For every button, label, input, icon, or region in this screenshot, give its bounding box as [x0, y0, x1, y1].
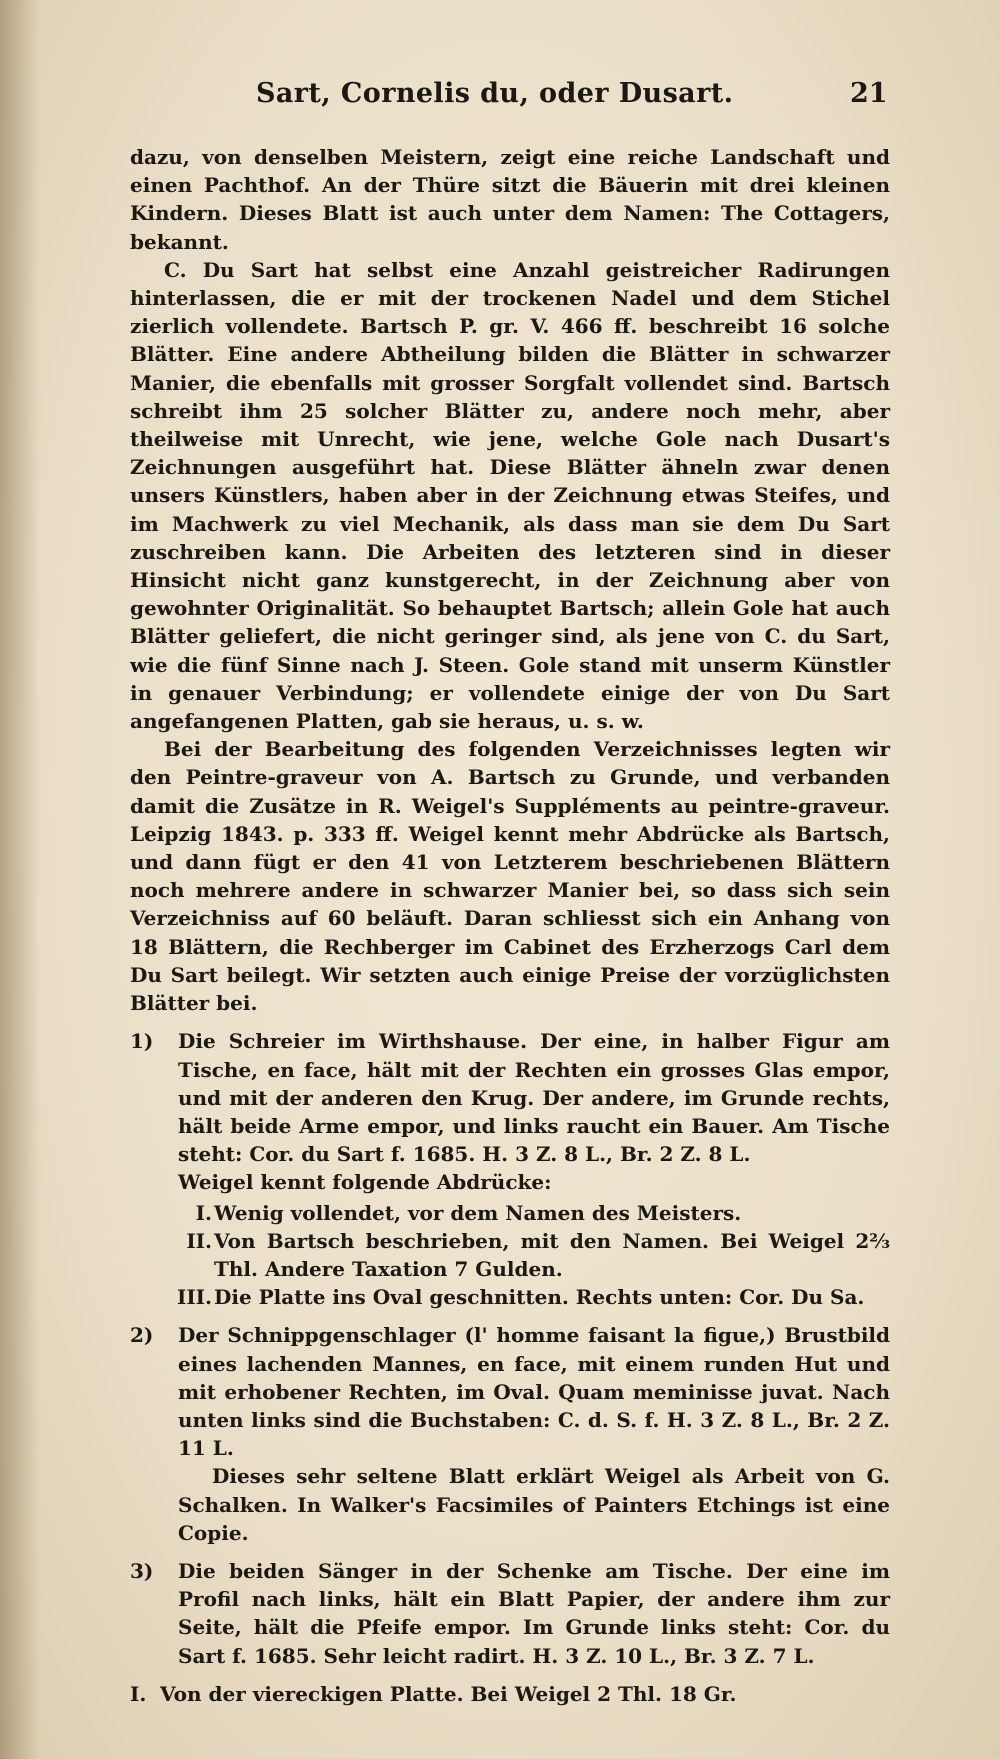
intro-paragraph-3: Bei der Bearbeitung des folgenden Verzeichnisses legten wir den Peintre-graveur von A. Bartsch zu Grunde, und verbanden damit die Zusätze in R. Weigel's Suppléments au peintre-graveur. Leipzig 1843. p. 333 ff. Weigel kennt mehr Abdrücke als Bartsch, und dann fügt er den 41 von Letzterem beschriebenen Blättern noch mehrere andere in schwarzer Manier bei, so dass sich sein Verzeichniss auf 60 beläuft. Daran schliesst sich ein Anhang von 18 Blättern, die Rechberger im Cabinet des Erzherzogs Carl dem Du Sart beilegt. Wir setzten auch einige Preise der vorzüglichsten Blätter bei.	[130, 737, 890, 1016]
state-item	[130, 1227, 890, 1283]
state-number: I.	[195, 1200, 212, 1225]
running-title: Sart, Cornelis du, oder Dusart.	[256, 78, 734, 109]
page-header	[0, 78, 1000, 114]
entry-description: Die Schreier im Wirthshause. Der eine, in halber Figur am Tische, en face, hält mit der Rechten ein grosses Glas empor, und mit der anderen den Krug. Der andere, im Grunde rechts, hält beide Arme empor, und links raucht ein Bauer. Am Tische steht: Cor. du Sart f. 1685. H. 3 Z. 8 L., Br. 2 Z. 8 L.	[178, 1029, 890, 1167]
entry-description: Der Schnippgenschlager (l' homme faisant la figue,) Brustbild eines lachenden Mannes, en face, mit einem runden Hut und mit erhobener Rechten, im Oval. Quam meminisse juvat. Nach unten links sind die Buchstaben: C. d. S. f. H. 3 Z. 8 L., Br. 2 Z. 11 L.	[178, 1323, 890, 1461]
entry-number: 1)	[130, 1029, 154, 1054]
state-text: Wenig vollendet, vor dem Namen des Meisters.	[214, 1200, 742, 1225]
catalogue-entry-3	[130, 1557, 890, 1670]
states-intro: Weigel kennt folgende Abdrücke:	[178, 1170, 552, 1195]
entry-number: 2)	[130, 1323, 154, 1348]
state-text: Die Platte ins Oval geschnitten. Rechts unten: Cor. Du Sa.	[214, 1285, 865, 1310]
page-edge-shadow	[0, 0, 40, 1759]
states-list	[130, 1199, 890, 1312]
catalogue-entry-2	[130, 1321, 890, 1462]
state-item	[130, 1283, 890, 1311]
state-number: I.	[130, 1681, 147, 1706]
state-item	[130, 1199, 890, 1227]
state-item	[130, 1680, 890, 1708]
entry-number: 3)	[130, 1558, 154, 1583]
entry-description: Die beiden Sänger in der Schenke am Tische. Der eine im Profil nach links, hält ein Blatt Papier, der andere ihm zur Seite, hält die Pfeife empor. Im Grunde links steht: Cor. du Sart f. 1685. Sehr leicht radirt. H. 3 Z. 10 L., Br. 3 Z. 7 L.	[178, 1558, 890, 1668]
catalogue-entry-1	[130, 1027, 890, 1168]
entry-note: Dieses sehr seltene Blatt erklärt Weigel als Arbeit von G. Schalken. In Walker's Facsimiles of Painters Etchings ist eine Copie.	[178, 1464, 890, 1545]
state-text: Von Bartsch beschrieben, mit den Namen. Bei Weigel 2⅔ Thl. Andere Taxation 7 Gulden.	[214, 1228, 890, 1281]
intro-paragraph-2: C. Du Sart hat selbst eine Anzahl geistreicher Radirungen hinterlassen, die er mit der trockenen Nadel und dem Stichel zierlich vollendete. Bartsch P. gr. V. 466 ff. beschreibt 16 solche Blätter. Eine andere Abtheilung bilden die Blätter in schwarzer Manier, die ebenfalls mit grosser Sorgfalt vollendet sind. Bartsch schreibt ihm 25 solcher Blätter zu, andere noch mehr, aber theilweise mit Unrecht, wie jene, welche Gole nach Dusart's Zeichnungen ausgeführt hat. Diese Blätter ähneln zwar denen unsers Künstlers, haben aber in der Zeichnung etwas Steifes, und im Machwerk zu viel Mechanik, als dass man sie dem Du Sart zuschreiben kann. Die Arbeiten des letzteren sind in dieser Hinsicht nicht ganz kunstgerecht, in der Zeichnung aber von gewohnter Originalität. So behauptet Bartsch; allein Gole hat auch Blätter geliefert, die nicht geringer sind, als jene von C. du Sart, wie die fünf Sinne nach J. Steen. Gole stand mit unserm Künstler in genauer Verbindung; er vollendete einige der von Du Sart angefangenen Platten, gab sie heraus, u. s. w.	[130, 257, 890, 734]
intro-paragraph-1: dazu, von denselben Meistern, zeigt eine reiche Landschaft und einen Pachthof. An der Thüre sitzt die Bäuerin mit drei kleinen Kindern. Dieses Blatt ist auch unter dem Namen: The Cottagers, bekannt.	[130, 145, 890, 254]
state-number: II.	[186, 1228, 212, 1253]
state-text: Von der viereckigen Platte. Bei Weigel 2 Thl. 18 Gr.	[160, 1681, 737, 1706]
state-number: III.	[176, 1285, 212, 1310]
body-text	[130, 143, 890, 1708]
page-number: 21	[850, 78, 888, 109]
